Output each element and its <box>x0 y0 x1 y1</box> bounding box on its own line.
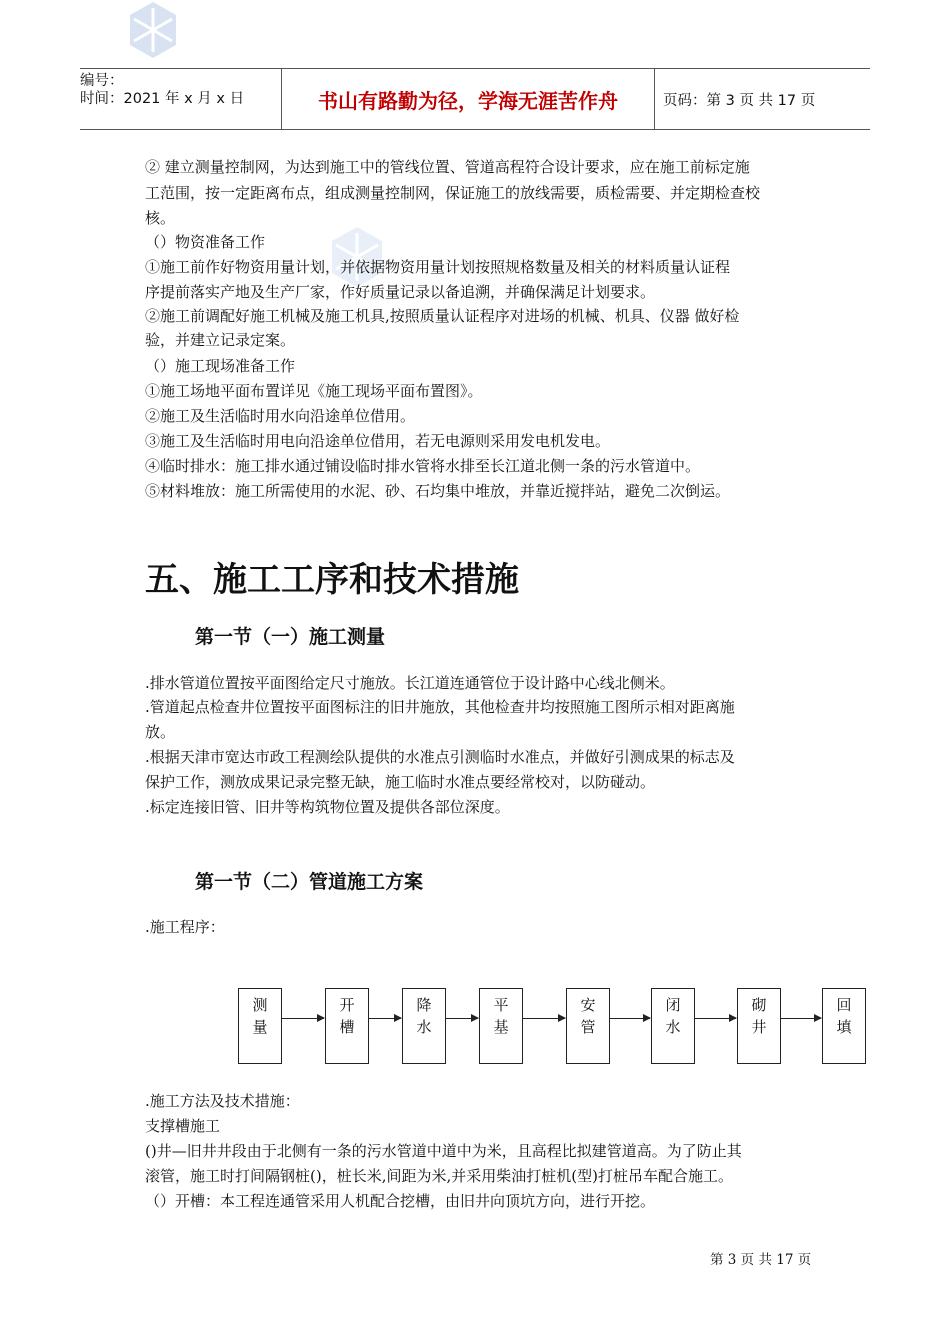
flow-arrow-icon <box>282 1018 324 1019</box>
text-line: .标定连接旧管、旧井等构筑物位置及提供各部位深度。 <box>145 798 510 816</box>
flow-arrow-icon <box>523 1018 565 1019</box>
text-line: 支撑槽施工 <box>145 1117 221 1135</box>
text-line: ⑤材料堆放：施工所需使用的水泥、砂、石均集中堆放，并靠近搅拌站，避免二次倒运。 <box>145 482 731 500</box>
text-line: .施工程序： <box>145 918 225 936</box>
snowflake-watermark-icon <box>118 0 188 60</box>
text-line: 验，并建立记录定案。 <box>145 331 296 349</box>
section-title: 第一节（一）施工测量 <box>195 626 386 648</box>
text-line: ①施工场地平面布置详见《施工现场平面布置图》。 <box>145 382 483 400</box>
flow-step-char: 槽 <box>339 1018 355 1036</box>
flow-step-char: 砌 <box>751 996 767 1014</box>
text-line: （）物资准备工作 <box>145 233 266 251</box>
flow-step-char: 闭 <box>665 996 681 1014</box>
flow-step-char: 量 <box>252 1018 268 1036</box>
flow-step-box <box>479 988 523 1064</box>
flow-step-char: 填 <box>836 1018 852 1036</box>
header-divider <box>654 69 655 129</box>
text-line: 放。 <box>145 723 176 741</box>
text-line: 滚管，施工时打间隔钢桩()，桩长米,间距为米,并采用柴油打桩机(型)打桩吊车配合施工。 <box>145 1167 733 1185</box>
text-line: ③施工及生活临时用电向沿途单位借用，若无电源则采用发电机发电。 <box>145 432 611 450</box>
text-line: （）施工现场准备工作 <box>145 357 296 375</box>
page-footer: 第 3 页 共 17 页 <box>710 1252 812 1268</box>
text-line: ②施工前调配好施工机械及施工机具,按照质量认证程序对进场的机械、机具、仪器 做好检 <box>145 307 740 325</box>
flow-step-char: 井 <box>751 1018 767 1036</box>
text-line: .排水管道位置按平面图给定尺寸施放。长江道连通管位于设计路中心线北侧米。 <box>145 674 675 692</box>
flow-arrow-icon <box>369 1018 401 1019</box>
page-header <box>80 68 870 130</box>
text-line: ①施工前作好物资用量计划，并依据物资用量计划按照规格数量及相关的材料质量认证程 <box>145 258 731 276</box>
flow-arrow-icon <box>781 1018 821 1019</box>
text-line: .管道起点检查井位置按平面图标注的旧井施放，其他检查井均按照施工图所示相对距离施 <box>145 698 735 716</box>
header-motto: 书山有路勤为径，学海无涯苦作舟 <box>318 88 618 113</box>
flow-step-char: 水 <box>416 1018 432 1036</box>
flow-step-char: 平 <box>493 996 509 1014</box>
flow-arrow-icon <box>446 1018 478 1019</box>
text-line: ② 建立测量控制网，为达到施工中的管线位置、管道高程符合设计要求，应在施工前标定施 <box>145 158 750 176</box>
text-line: .根据天津市宽达市政工程测绘队提供的水准点引测临时水准点，并做好引测成果的标志及 <box>145 748 735 766</box>
flow-step-box <box>325 988 369 1064</box>
flow-arrow-icon <box>695 1018 736 1019</box>
text-line: 核。 <box>145 209 176 227</box>
flow-step-box <box>822 988 866 1064</box>
flow-step-char: 降 <box>416 996 432 1014</box>
flow-step-char: 测 <box>252 996 268 1014</box>
flow-step-char: 开 <box>339 996 355 1014</box>
text-line: ()井—旧井井段由于北侧有一条的污水管道中道中为米，且高程比拟建管道高。为了防止其 <box>145 1142 742 1160</box>
flow-step-char: 管 <box>580 1018 596 1036</box>
text-line: 保护工作，测放成果记录完整无缺，施工临时水准点要经常校对，以防碰动。 <box>145 773 656 791</box>
flow-step-box <box>402 988 446 1064</box>
text-line: 工范围，按一定距离布点，组成测量控制网，保证施工的放线需要，质检需要、并定期检查校 <box>145 184 761 202</box>
text-line: ④临时排水：施工排水通过铺设临时排水管将水排至长江道北侧一条的污水管道中。 <box>145 457 701 475</box>
text-line: .施工方法及技术措施： <box>145 1092 300 1110</box>
text-line: （）开槽：本工程连通管采用人机配合挖槽，由旧井向顶坑方向，进行开挖。 <box>145 1192 656 1210</box>
flow-step-box <box>651 988 695 1064</box>
flow-step-box <box>238 988 282 1064</box>
section-title: 第一节（二）管道施工方案 <box>195 871 424 893</box>
flow-step-char: 水 <box>665 1018 681 1036</box>
number-label: 编号： <box>80 73 124 89</box>
flow-arrow-icon <box>610 1018 650 1019</box>
flow-step-char: 基 <box>493 1018 509 1036</box>
text-line: 序提前落实产地及生产厂家，作好质量记录以备追溯，并确保满足计划要求。 <box>145 283 656 301</box>
flow-step-box <box>566 988 610 1064</box>
header-page-info: 页码：第 3 页 共 17 页 <box>663 92 816 109</box>
chapter-title: 五、施工工序和技术措施 <box>145 560 519 600</box>
flow-step-char: 安 <box>580 996 596 1014</box>
header-meta <box>80 69 280 129</box>
flow-step-box <box>737 988 781 1064</box>
flow-step-char: 回 <box>836 996 852 1014</box>
text-line: ②施工及生活临时用水向沿途单位借用。 <box>145 407 416 425</box>
date-label: 时间：2021 年 x 月 x 日 <box>80 91 245 107</box>
